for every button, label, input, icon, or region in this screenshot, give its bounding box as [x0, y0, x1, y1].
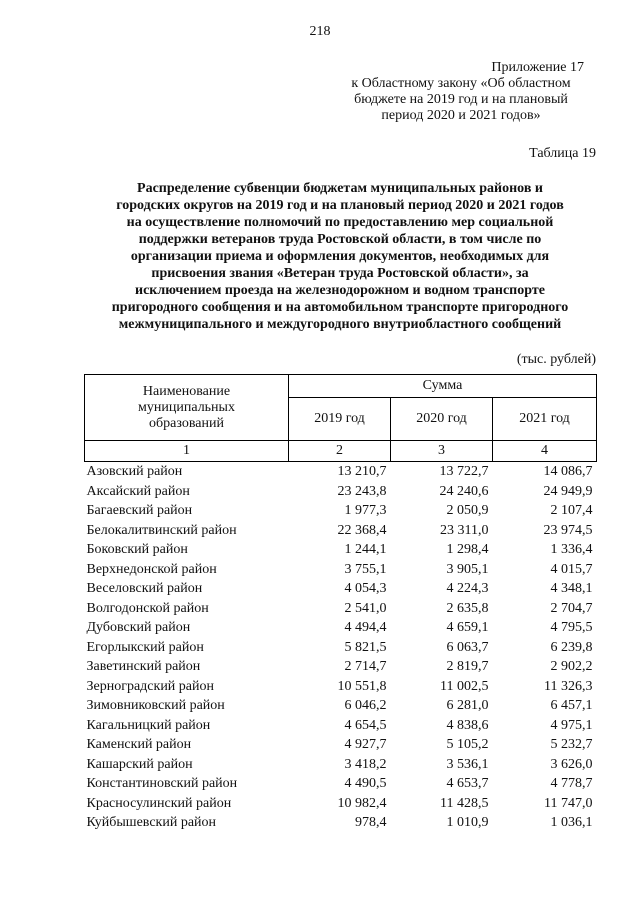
- subvention-table: [84, 374, 597, 833]
- cell-value-2019: 2 541,0: [344, 600, 387, 616]
- cell-value-2021: 6 239,8: [550, 639, 593, 655]
- column-number: 2: [289, 441, 391, 462]
- cell-value-2021: 4 795,5: [550, 620, 593, 636]
- table-row: [85, 501, 597, 521]
- cell-value-2020: 24 240,6: [439, 483, 489, 499]
- table-row: [85, 462, 597, 482]
- cell-value-2020: 3 905,1: [446, 561, 489, 577]
- cell-value-2021: 2 107,4: [550, 503, 593, 519]
- cell-value-2019: 4 654,5: [344, 717, 387, 733]
- table-row: [85, 618, 597, 638]
- column-number: 4: [493, 441, 597, 462]
- cell-value-2020: 1 010,9: [446, 815, 489, 831]
- cell-value-2020: 4 653,7: [446, 776, 489, 792]
- cell-name: Кагальницкий район: [86, 717, 211, 733]
- cell-value-2021: 4 015,7: [550, 561, 593, 577]
- cell-name: Аксайский район: [86, 483, 190, 499]
- cell-value-2021: 2 704,7: [550, 600, 593, 616]
- header-year-2019: 2019 год: [289, 398, 391, 441]
- table-row: [85, 794, 597, 814]
- table-row: [85, 813, 597, 833]
- cell-value-2019: 4 490,5: [344, 776, 387, 792]
- table-row: [85, 735, 597, 755]
- table-row: [85, 599, 597, 619]
- cell-value-2019: 5 821,5: [344, 639, 387, 655]
- cell-value-2020: 13 722,7: [439, 464, 489, 480]
- title-line: организации приема и оформления документов, необходимых для: [130, 249, 550, 264]
- column-number: 1: [85, 441, 289, 462]
- cell-value-2020: 1 298,4: [446, 542, 489, 558]
- cell-value-2021: 14 086,7: [543, 464, 593, 480]
- table-row: [85, 716, 597, 736]
- table-row: [85, 560, 597, 580]
- cell-value-2021: 11 326,3: [544, 678, 593, 694]
- header-sum: Сумма: [289, 375, 597, 398]
- table-row: [85, 657, 597, 677]
- cell-name: Красносулинский район: [86, 795, 232, 811]
- cell-value-2019: 22 368,4: [337, 522, 387, 538]
- cell-value-2020: 4 838,6: [446, 717, 489, 733]
- cell-value-2021: 1 336,4: [550, 542, 593, 558]
- cell-value-2020: 2 050,9: [446, 503, 489, 519]
- title-line: пригородного сообщения и на автомобильном транспорте пригородного: [111, 300, 569, 315]
- table-row: [85, 579, 597, 599]
- cell-value-2021: 4 975,1: [550, 717, 593, 733]
- cell-name: Багаевский район: [86, 503, 193, 519]
- cell-value-2019: 4 927,7: [344, 737, 387, 753]
- cell-value-2020: 5 105,2: [446, 737, 489, 753]
- cell-value-2020: 2 819,7: [446, 659, 489, 675]
- title-line: поддержки ветеранов труда Ростовской области, в том числе по: [138, 232, 542, 247]
- page-number: 218: [309, 24, 331, 39]
- table-header: [85, 375, 597, 462]
- cell-value-2021: 1 036,1: [550, 815, 593, 831]
- header-name-line: образований: [149, 415, 224, 431]
- cell-value-2020: 4 224,3: [446, 581, 489, 597]
- cell-value-2020: 11 002,5: [440, 678, 489, 694]
- title-line: на осуществление полномочий по предоставлению мер социальной: [126, 215, 554, 230]
- cell-name: Верхнедонской район: [86, 561, 217, 577]
- cell-value-2020: 6 063,7: [446, 639, 489, 655]
- title-line: присвоения звания «Ветеран труда Ростовской области», за: [151, 266, 529, 281]
- cell-value-2021: 5 232,7: [550, 737, 593, 753]
- appendix-line: к Областному закону «Об областном: [351, 76, 571, 91]
- cell-name: Каменский район: [86, 737, 192, 753]
- cell-value-2020: 4 659,1: [446, 620, 489, 636]
- cell-value-2020: 11 428,5: [440, 795, 489, 811]
- header-year-2020: 2020 год: [391, 398, 493, 441]
- table-row: [85, 638, 597, 658]
- table-row: [85, 540, 597, 560]
- cell-value-2019: 10 551,8: [337, 678, 387, 694]
- cell-value-2019: 4 054,3: [344, 581, 387, 597]
- table-row: [85, 521, 597, 541]
- cell-value-2019: 1 244,1: [344, 542, 387, 558]
- cell-value-2019: 6 046,2: [344, 698, 387, 714]
- cell-value-2019: 23 243,8: [337, 483, 387, 499]
- cell-name: Азовский район: [86, 464, 183, 480]
- title-line: исключением проезда на железнодорожном и водном транспорте: [135, 283, 545, 298]
- column-number: 3: [391, 441, 493, 462]
- cell-value-2020: 3 536,1: [446, 756, 489, 772]
- document-title: [84, 180, 596, 333]
- header-year-2021: 2021 год: [493, 398, 597, 441]
- cell-value-2020: 2 635,8: [446, 600, 489, 616]
- table-row: [85, 677, 597, 697]
- appendix-line: Приложение 17: [491, 60, 584, 75]
- table-row: [85, 755, 597, 775]
- cell-value-2019: 978,4: [355, 815, 387, 831]
- table-label: Таблица 19: [529, 146, 596, 161]
- cell-name: Заветинский район: [86, 659, 201, 675]
- table-row: [85, 696, 597, 716]
- cell-name: Константиновский район: [86, 776, 238, 792]
- appendix-note: [330, 60, 592, 124]
- cell-value-2020: 23 311,0: [440, 522, 489, 538]
- cell-name: Веселовский район: [86, 581, 203, 597]
- cell-value-2021: 11 747,0: [544, 795, 593, 811]
- title-line: Распределение субвенции бюджетам муниципальных районов и: [137, 181, 543, 196]
- header-name-line: муниципальных: [138, 399, 235, 415]
- cell-value-2019: 13 210,7: [337, 464, 387, 480]
- units-label: (тыс. рублей): [516, 352, 596, 367]
- cell-name: Куйбышевский район: [86, 815, 217, 831]
- cell-value-2019: 1 977,3: [344, 503, 387, 519]
- cell-value-2021: 3 626,0: [550, 756, 593, 772]
- cell-value-2019: 2 714,7: [344, 659, 387, 675]
- appendix-line: бюджете на 2019 год и на плановый: [354, 92, 568, 107]
- cell-value-2021: 6 457,1: [550, 698, 593, 714]
- cell-value-2020: 6 281,0: [446, 698, 489, 714]
- header-name: [85, 375, 289, 441]
- table-row: [85, 482, 597, 502]
- cell-name: Кашарский район: [86, 756, 193, 772]
- cell-name: Егорлыкский район: [86, 639, 204, 655]
- cell-value-2019: 4 494,4: [344, 620, 387, 636]
- cell-value-2021: 24 949,9: [543, 483, 593, 499]
- cell-name: Зерноградский район: [86, 678, 214, 694]
- cell-value-2021: 2 902,2: [550, 659, 593, 675]
- cell-name: Дубовский район: [86, 620, 191, 636]
- cell-name: Волгодонской район: [86, 600, 209, 616]
- cell-value-2021: 4 778,7: [550, 776, 593, 792]
- title-line: городских округов на 2019 год и на плановый период 2020 и 2021 годов: [116, 198, 564, 213]
- cell-value-2019: 10 982,4: [337, 795, 387, 811]
- table-row: [85, 774, 597, 794]
- cell-value-2021: 4 348,1: [550, 581, 593, 597]
- cell-value-2019: 3 755,1: [344, 561, 387, 577]
- header-name-line: Наименование: [142, 383, 231, 399]
- cell-name: Зимовниковский район: [86, 698, 225, 714]
- cell-name: Белокалитвинский район: [86, 522, 237, 538]
- table-body: [85, 462, 597, 833]
- title-line: межмуниципального и междугородного внутриобластного сообщений: [118, 317, 562, 332]
- appendix-line: период 2020 и 2021 годов»: [381, 108, 541, 123]
- cell-value-2019: 3 418,2: [344, 756, 387, 772]
- cell-name: Боковский район: [86, 542, 188, 558]
- cell-value-2021: 23 974,5: [543, 522, 593, 538]
